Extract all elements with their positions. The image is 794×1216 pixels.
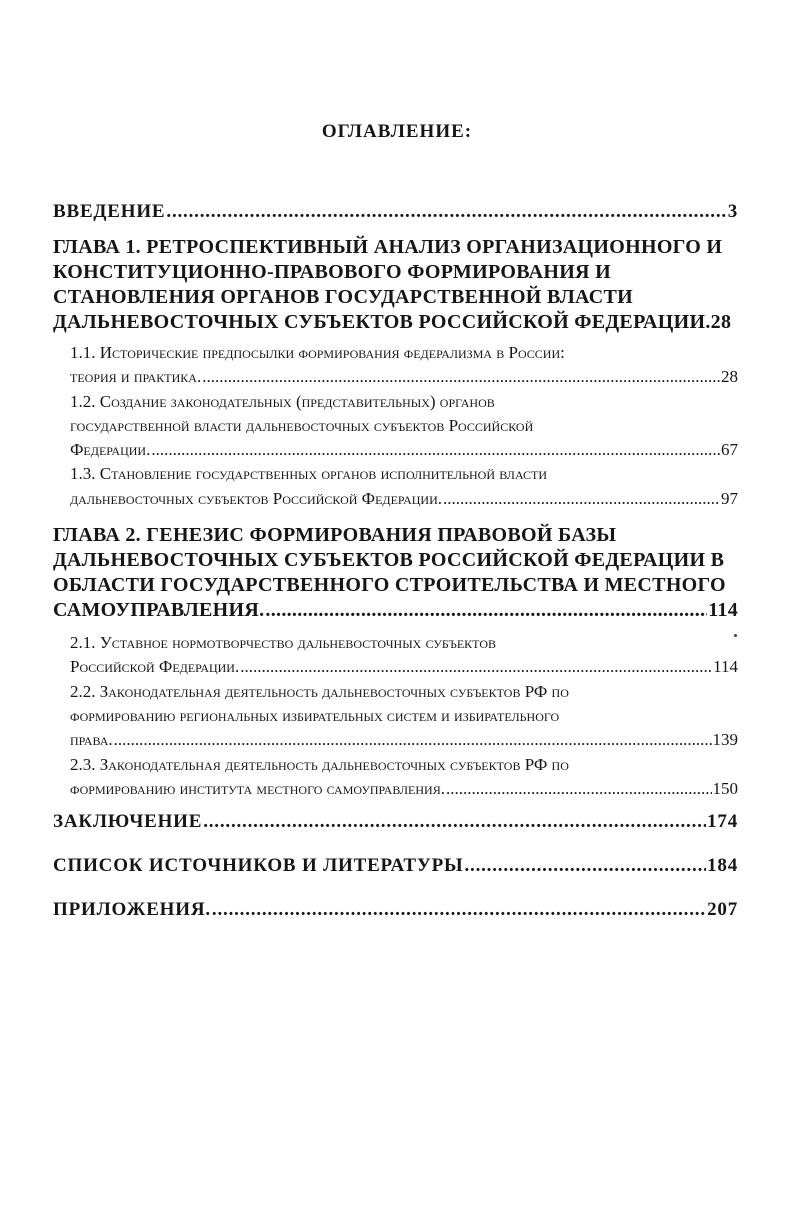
chapter-title-line: САМОУПРАВЛЕНИЯ. <box>53 599 265 622</box>
section-title-line: 2.1. Уставное нормотворчество дальневосточных субъектов <box>70 633 497 653</box>
page-number: 207 <box>707 899 738 921</box>
section-title-line: 1.1. Исторические предпосылки формирования федерализма в России: <box>70 343 565 362</box>
toc-entry-sources[interactable] <box>53 855 738 877</box>
section-title-line: Федерации. <box>70 440 151 460</box>
section-title-line: дальневосточных субъектов Российской Федерации. <box>70 488 442 508</box>
page-title: ОГЛАВЛЕНИЕ: <box>321 121 473 142</box>
page-number: 28 <box>710 311 732 333</box>
entry-label: ЗАКЛЮЧЕНИЕ <box>53 811 203 833</box>
dot-leader <box>446 777 712 801</box>
page-number: 150 <box>712 778 738 798</box>
section-title-line: права. <box>70 730 113 750</box>
section-title-line: 1.3. Становление государственных органов исполнительной власти <box>70 464 548 484</box>
page-number: 28 <box>721 367 738 387</box>
section-title-line: 1.2. Создание законодательных (представительных) органов <box>70 391 495 411</box>
dot-leader <box>114 728 712 752</box>
dot-leader <box>212 899 706 921</box>
section-title-line: 2.3. Законодательная деятельность дальневосточных субъектов РФ по <box>70 754 569 774</box>
entry-label: ПРИЛОЖЕНИЯ. <box>53 899 211 921</box>
chapter-title-line: ГЛАВА 1. РЕТРОСПЕКТИВНЫЙ АНАЛИЗ ОРГАНИЗАЦИОННОГО И <box>53 236 723 258</box>
page-number: 174 <box>707 811 738 833</box>
chapter-title-line: СТАНОВЛЕНИЯ ОРГАНОВ ГОСУДАРСТВЕННОЙ ВЛАСТИ <box>53 286 634 308</box>
toc-entry-chapter-2[interactable] <box>53 523 738 623</box>
dot-leader <box>240 655 712 679</box>
chapter-title-line: ДАЛЬНЕВОСТОЧНЫХ СУБЪЕКТОВ РОССИЙСКОЙ ФЕДЕРАЦИИ. <box>53 311 711 333</box>
page-number: 114 <box>708 599 738 622</box>
page-number: 3 <box>727 201 738 222</box>
entry-label: СПИСОК ИСТОЧНИКОВ И ЛИТЕРАТУРЫ <box>53 855 464 877</box>
toc-entry-introduction[interactable] <box>53 201 738 223</box>
page-number: 184 <box>707 855 738 877</box>
dot-leader <box>443 487 720 511</box>
section-title-line: формированию региональных избирательных систем и избирательного <box>70 705 560 725</box>
dot-leader <box>265 598 707 623</box>
toc-entry-section-1-1[interactable] <box>70 341 738 390</box>
chapter-title-line: ДАЛЬНЕВОСТОЧНЫХ СУБЪЕКТОВ РОССИЙСКОЙ ФЕДЕРАЦИИ В <box>53 549 725 572</box>
page-number: 67 <box>721 440 738 460</box>
chapter-title-line: КОНСТИТУЦИОННО-ПРАВОВОГО ФОРМИРОВАНИЯ И <box>53 261 611 283</box>
toc-entry-section-1-3[interactable] <box>70 462 738 511</box>
chapter-title-line: ГЛАВА 2. ГЕНЕЗИС ФОРМИРОВАНИЯ ПРАВОВОЙ БАЗЫ <box>53 524 617 547</box>
toc-entry-section-1-2[interactable] <box>70 390 738 463</box>
scan-speck <box>734 634 737 637</box>
table-of-contents <box>53 201 738 921</box>
toc-entry-section-2-2[interactable] <box>70 680 738 753</box>
toc-entry-conclusion[interactable] <box>53 811 738 833</box>
section-title-line: теория и практика. <box>70 367 202 387</box>
dot-leader <box>166 201 726 223</box>
dot-leader <box>203 811 706 833</box>
toc-entry-section-2-3[interactable] <box>70 753 738 802</box>
chapter-1-sections <box>53 341 738 511</box>
toc-entry-section-2-1[interactable] <box>70 631 738 680</box>
dot-leader <box>464 855 706 877</box>
page-number: 97 <box>721 488 738 508</box>
toc-entry-chapter-1[interactable] <box>53 235 738 335</box>
section-title-line: Российской Федерации. <box>70 657 240 677</box>
section-title-line: государственной власти дальневосточных субъектов Российской <box>70 415 534 435</box>
section-title-line: формированию института местного самоуправления. <box>70 778 445 798</box>
toc-entry-appendices[interactable] <box>53 899 738 921</box>
entry-label: ВВЕДЕНИЕ <box>53 201 166 222</box>
dot-leader <box>202 365 720 389</box>
page-number: 139 <box>712 730 738 750</box>
dot-leader <box>151 438 720 462</box>
section-title-line: 2.2. Законодательная деятельность дальневосточных субъектов РФ по <box>70 681 569 701</box>
page-number: 114 <box>713 657 738 677</box>
chapter-2-sections <box>53 631 738 801</box>
chapter-title-line: ОБЛАСТИ ГОСУДАРСТВЕННОГО СТРОИТЕЛЬСТВА И МЕСТНОГО <box>53 574 726 597</box>
